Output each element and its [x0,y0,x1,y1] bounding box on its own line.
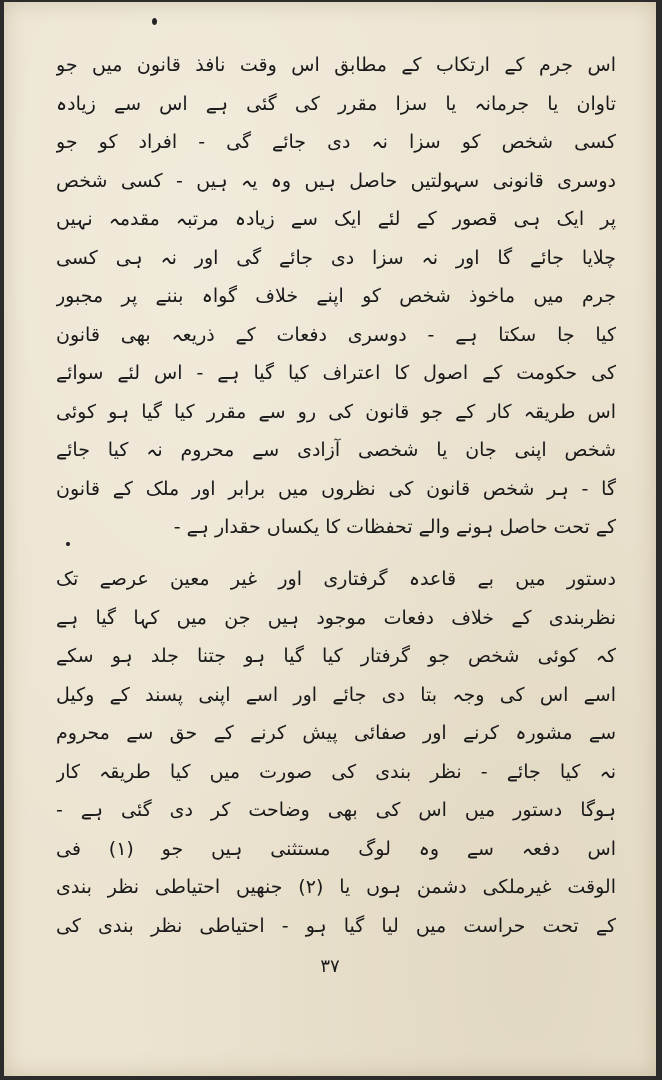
text-line: الوقت غیرملکی دشمن ہوں یا (۲) جنھیں احتیاطی نظر بندی [56,876,616,898]
text-line: کے تحت حاصل ہونے والے تحفظات کا یکساں حقدار ہے - [173,516,616,538]
text-line: دوسری قانونی سہولتیں حاصل ہیں وہ یہ ہیں - کسی شخص [56,169,616,192]
text-line: شخص اپنی جان یا شخصی آزادی سے محروم نہ کیا جائے [56,439,616,461]
text-line: کہ کوئی شخص جو گرفتار کیا گیا ہو جتنا جلد ہو سکے [56,645,616,667]
page-number: ۳۷ [320,956,340,977]
text-line: کسی شخص کو سزا نہ دی جائے گی - افراد کو جو [56,131,616,153]
text-line: گا - ہر شخص قانون کی نظروں میں برابر اور ملک کے قانون [56,477,616,500]
text-line: اس جرم کے ارتکاب کے مطابق اس وقت نافذ قانون میں جو [56,54,616,76]
text-line: کے تحت حراست میں لیا گیا ہو - احتیاطی نظر بندی کی [56,914,616,937]
text-line: دستور میں بے قاعدہ گرفتاری اور غیر معین عرصے تک [56,568,616,590]
text-line: نہ کیا جائے - نظر بندی کی صورت میں کیا طریقہ کار [56,760,616,783]
paragraph-2 [56,560,616,945]
text-line: تاوان یا جرمانہ یا سزا مقرر کی گئی ہے اس سے زیادہ [56,92,616,115]
book-page [4,2,656,1076]
ink-speck [152,18,157,25]
paragraph-1 [56,46,616,547]
text-line: اس دفعہ سے وہ لوگ مستثنی ہیں جو (۱) فی [56,837,616,860]
text-line: نظربندی کے خلاف دفعات موجود ہیں جن میں کہا گیا ہے [56,606,616,629]
text-line: ہوگا دستور میں اس کی بھی وضاحت کر دی گئی ہے - [56,799,616,821]
text-line: کیا جا سکتا ہے - دوسری دفعات کے ذریعہ بھی قانون [56,323,616,346]
text-line: جرم میں ماخوذ شخص کو اپنے خلاف گواہ بننے پر مجبور [56,285,616,307]
text-line: سے مشورہ کرنے اور صفائی پیش کرنے کے حق سے محروم [56,722,616,744]
text-line: کی حکومت کے اصول کا اعتراف کیا گیا ہے - اس لئے سوائے [56,362,616,384]
text-line: چلایا جائے گا اور نہ سزا دی جائے گی اور نہ ہی کسی [56,246,616,269]
text-line: اس طریقہ کار کے جو قانون کی رو سے مقرر کیا گیا ہو کوئی [56,400,616,423]
text-line: پر ایک ہی قصور کے لئے ایک سے زیادہ مرتبہ مقدمہ نہیں [56,208,616,230]
text-line: اسے اس کی وجہ بتا دی جائے اور اسے اپنی پسند کے وکیل [56,683,616,706]
